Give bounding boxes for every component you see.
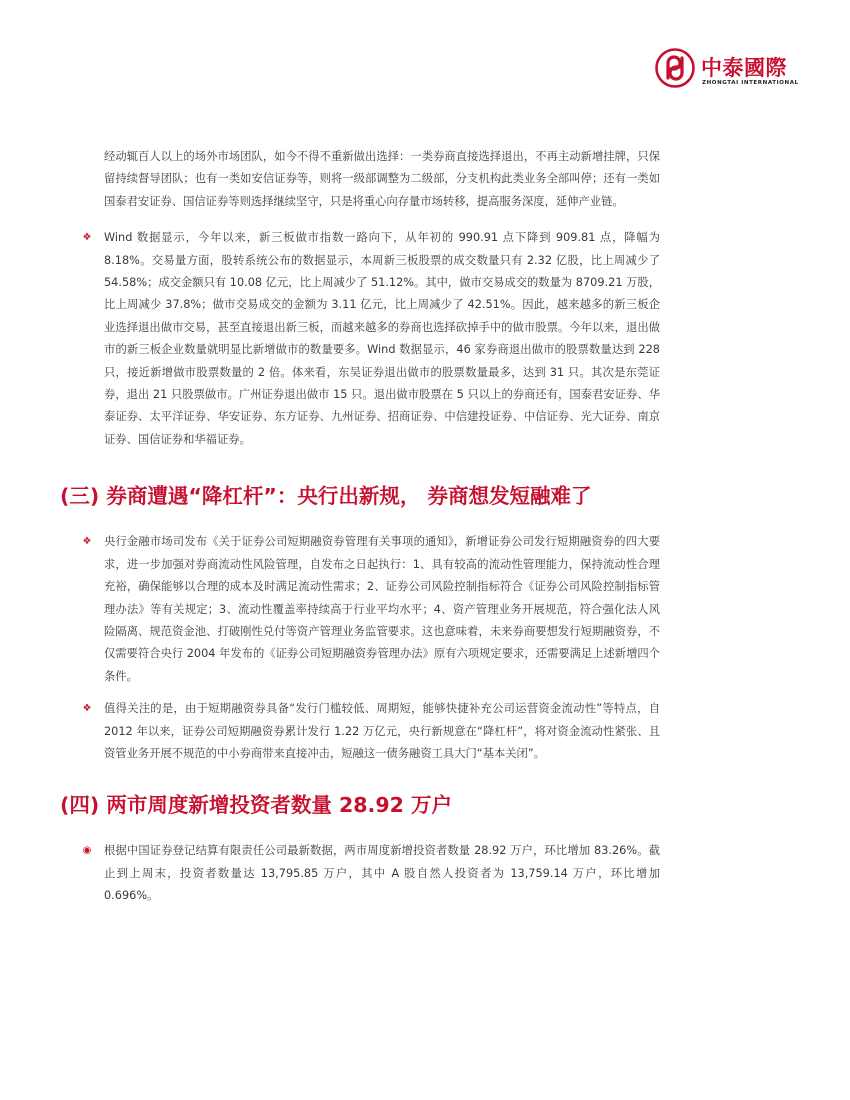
diamond-bullet-icon: ❖ [82, 703, 92, 715]
bullet-central-bank-rules [82, 531, 660, 688]
continuation-paragraph: 经动辄百人以上的场外市场团队，如今不得不重新做出选择：一类券商直接选择退出，不再主动新增挂牌，只保留持续督导团队；也有一类如安信证券等，则将一级部调整为二级部，分支机构此类业务全部叫停；还有一类如国泰君安证券、国信证券等则选择继续坚守，只是将重心向存量市场转移，提高服务深度，延伸产业链。 [104, 150, 660, 208]
bullet-text: Wind 数据显示，今年以来，新三板做市指数一路向下，从年初的 990.91 点下降到 909.81 点，降幅为 8.18%。交易量方面，股转系统公布的数据显示，本周新三板股票的成交数量只有 2.32 亿股，比上周减少了 54.58%；成交金额只有 10.08 亿元，比上周减少了 51.12%。其中，做市交易成交的数量为 8709.21 万股，比上周减少 37.8%；做市交易成交的金额为 3.11 亿元，比上周减少了 42.51%。因此，越来越多的新三板企业选择退出做市交易，甚至直接退出新三板，而越来越多的券商也选择砍掉手中的做市股票。今年以来，退出做市的新三板企业数量就明显比新增做市的数量要多。Wind 数据显示，46 家券商退出做市的股票数量达到 228 只，接近新增做市股票数量的 2 倍。体来看，东吴证券退出做市的股票数量最多，达到 31 只。其次是东莞证券，退出 21 只股票做市。广州证券退出做市 15 只。退出做市股票在 5 只以上的券商还有，国泰君安证券、华泰证券、太平洋证券、华安证券、东方证券、九州证券、招商证券、中信建投证券、中信证券、光大证券、南京证券、国信证券和华福证券。 [104, 231, 660, 446]
bullet-text: 值得关注的是，由于短期融资券具备“发行门槛较低、周期短，能够快捷补充公司运营资金流动性”等特点，自 2012 年以来，证券公司短期融资券累计发行 1.22 万亿元，央行新规意在“降杠杆”，将对资金流动性紧张、且资管业务开展不规范的中小券商带来直接冲击，短融这一债务融资工具大门“基本关闭”。 [104, 702, 660, 760]
bullet-text: 央行金融市场司发布《关于证券公司短期融资券管理有关事项的通知》，新增证券公司发行短期融资券的四大要求，进一步加强对券商流动性风险管理，自发布之日起执行：1、具有较高的流动性管理能力，保持流动性合理充裕，确保能够以合理的成本及时满足流动性需求；2、证券公司风险控制指标符合《证券公司风险控制指标管理办法》等有关规定；3、流动性覆盖率持续高于行业平均水平；4、资产管理业务开展规范，符合强化法人风险隔离、规范资金池、打破刚性兑付等资产管理业务监管要求。这也意味着，未来券商要想发行短期融资券，不仅需要符合央行 2004 年发布的《证券公司短期融资券管理办法》原有六项规定要求，还需要满足上述新增四个条件。 [104, 535, 660, 683]
diamond-bullet-icon: ❖ [82, 536, 92, 548]
diamond-bullet-icon: ❖ [82, 232, 92, 244]
section-4-heading: (四) 两市周度新增投资者数量 28.92 万户 [60, 793, 452, 818]
section-3-heading: (三) 券商遭遇“降杠杆”：央行出新规， 券商想发短融难了 [60, 484, 592, 509]
bullet-short-term-financing [82, 698, 660, 765]
logo-text-en: ZHONGTAI INTERNATIONAL [702, 80, 799, 86]
bullet-new-investors [82, 840, 660, 907]
company-logo [655, 48, 799, 94]
circle-bullet-icon: ◉ [82, 845, 92, 857]
document-body [60, 146, 780, 908]
bullet-text: 根据中国证券登记结算有限责任公司最新数据，两市周度新增投资者数量 28.92 万户，环比增加 83.26%。截止到上周末，投资者数量达 13,795.85 万户，其中 A 股自然人投资者为 13,759.14 万户，环比增加 0.696%。 [104, 844, 660, 903]
zhongtai-logo-icon [655, 48, 695, 88]
logo-text-cn: 中泰國際 [701, 56, 787, 80]
bullet-wind-data [82, 227, 660, 451]
